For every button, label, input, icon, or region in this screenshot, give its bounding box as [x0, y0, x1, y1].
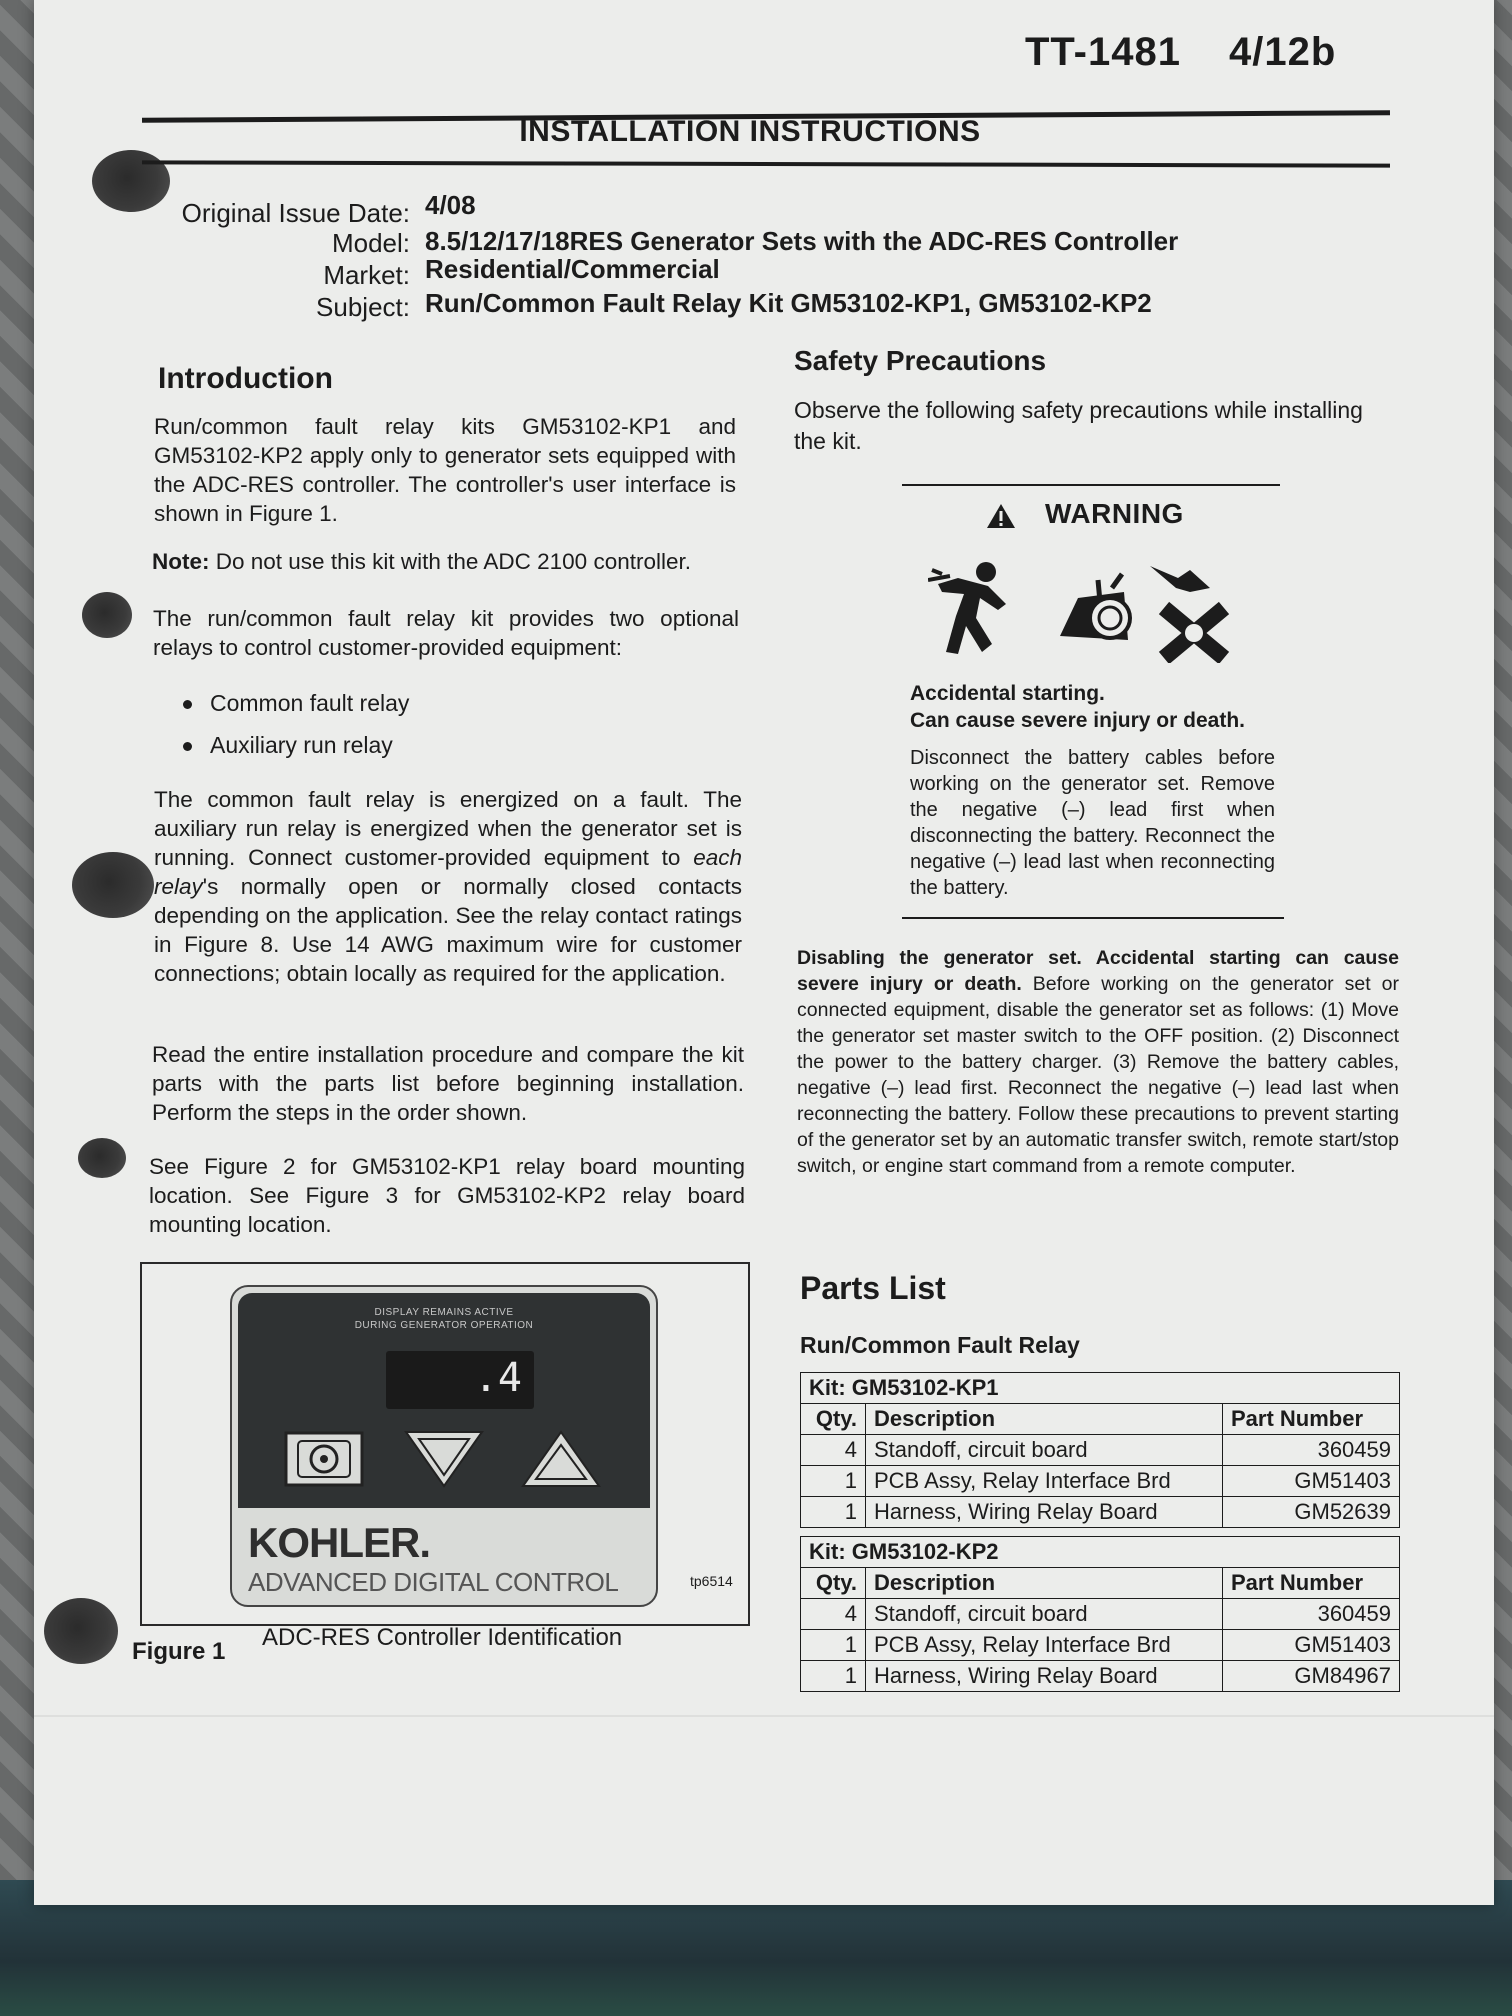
warning-rule-bottom: [902, 917, 1284, 919]
kit-label: Kit: GM53102-KP2: [801, 1537, 1400, 1568]
warning-body: Disconnect the battery cables before working on the generator set. Remove the negative (–) lead first when disconnecting the battery. Reconnect the negative (–) lead last when reconnecting the battery.: [910, 747, 1275, 899]
lcd-display: [386, 1351, 534, 1409]
column-header-part-number: Part Number: [1223, 1404, 1400, 1435]
table-row: 1 Harness, Wiring Relay Board GM52639: [801, 1497, 1400, 1528]
lcd-readout: .4: [473, 1355, 522, 1401]
column-header-part-number: Part Number: [1223, 1568, 1400, 1599]
relay-bullet-list: [183, 682, 409, 766]
select-button-icon: [284, 1431, 364, 1487]
punch-hole: [78, 1138, 126, 1178]
parts-table-kit1: [800, 1372, 1400, 1528]
parts-list-subheading: Run/Common Fault Relay: [800, 1332, 1080, 1358]
safety-intro: Observe the following safety precautions while installing the kit.: [794, 397, 1363, 454]
table-row: 1 PCB Assy, Relay Interface Brd GM51403: [801, 1630, 1400, 1661]
parts-table-kit2: [800, 1536, 1400, 1692]
accidental-starting-hazard-icon: [928, 558, 1233, 663]
safety-heading: Safety Precautions: [794, 345, 1047, 376]
note-text: Do not use this kit with the ADC 2100 controller.: [209, 549, 691, 574]
kohler-logo: KOHLER.: [248, 1519, 430, 1566]
kit-label: Kit: GM53102-KP1: [801, 1373, 1400, 1404]
relay-kit-paragraph: The run/common fault relay kit provides two optional relays to control customer-provided equipment:: [153, 606, 739, 660]
column-header-qty: Qty.: [801, 1404, 866, 1435]
punch-hole: [44, 1598, 118, 1664]
figure-reference-paragraph: See Figure 2 for GM53102-KP1 relay board mounting location. See Figure 3 for GM53102-KP2 relay board mounting location.: [149, 1154, 745, 1237]
warning-headline: Accidental starting. Can cause severe injury or death.: [910, 682, 1245, 732]
column-header-description: Description: [866, 1568, 1223, 1599]
list-item: Auxiliary run relay: [183, 724, 409, 766]
adc-res-controller-image: [230, 1285, 658, 1607]
model-value: 8.5/12/17/18RES Generator Sets with the ADC-RES Controller: [425, 226, 1179, 256]
intro-paragraph: Run/common fault relay kits GM53102-KP1 and GM53102-KP2 apply only to generator sets equipped with the ADC-RES controller. The controller's user interface is shown in Figure 1.: [154, 414, 736, 526]
table-row: 1 PCB Assy, Relay Interface Brd GM51403: [801, 1466, 1400, 1497]
intro-note: [152, 547, 752, 576]
paper-fold: [34, 1715, 1494, 1717]
warning-triangle-icon: [985, 502, 1017, 530]
column-header-description: Description: [866, 1404, 1223, 1435]
controller-display-panel: [238, 1293, 650, 1508]
down-arrow-button-icon: [403, 1429, 485, 1489]
issue-date-label: Original Issue Date:: [181, 198, 410, 228]
parts-list-heading: Parts List: [800, 1270, 946, 1306]
relay-operation-paragraph: The common fault relay is energized on a fault. The auxiliary run relay is energized when the generator set is running. Connect customer-provided equipment to each relay's normally open or normally closed contacts depending on the application. See the relay contact ratings in Figure 8. Use 14 AWG maximum wire for customer connections; obtain locally as required for the application.: [154, 787, 742, 986]
figure-1-caption: ADC-RES Controller Identification: [262, 1624, 623, 1651]
up-arrow-button-icon: [520, 1429, 602, 1489]
table-row: 4 Standoff, circuit board 360459: [801, 1599, 1400, 1630]
procedure-paragraph: Read the entire installation procedure and compare the kit parts with the parts list before beginning installation. Perform the steps in the order shown.: [152, 1042, 744, 1125]
subject-value: Run/Common Fault Relay Kit GM53102-KP1, GM53102-KP2: [425, 288, 1152, 318]
figure-tp-number: tp6514: [690, 1573, 733, 1589]
punch-hole: [72, 852, 154, 918]
subject-label: Subject:: [316, 292, 410, 322]
warning-title: WARNING: [1045, 498, 1184, 529]
market-label: Market:: [323, 260, 410, 290]
display-note: DISPLAY REMAINS ACTIVE: [374, 1307, 514, 1318]
advanced-digital-control-label: ADVANCED DIGITAL CONTROL: [248, 1567, 619, 1597]
punch-hole: [82, 592, 132, 638]
column-header-qty: Qty.: [801, 1568, 866, 1599]
document-number: TT-1481 4/12b: [1025, 30, 1337, 74]
market-value: Residential/Commercial: [425, 254, 720, 284]
note-label: Note:: [152, 549, 210, 574]
table-row: 1 Harness, Wiring Relay Board GM84967: [801, 1661, 1400, 1692]
table-row: 4 Standoff, circuit board 360459: [801, 1435, 1400, 1466]
disabling-generator-paragraph: Disabling the generator set. Accidental starting can cause severe injury or death. Before working on the generator set or connected equipment, disable the generator set as follows: (1) Move the generator set master switch to the OFF position. (2) Disconnect the power to the battery charger. (3) Remove the battery cables, negative (–) lead first. Reconnect the negative (–) lead last when reconnecting the battery. Follow these precautions to prevent starting of the generator set by an automatic transfer switch, remote start/stop switch, or engine start command from a remote computer.: [797, 947, 1399, 1177]
warning-rule-top: [902, 484, 1280, 486]
display-note: DURING GENERATOR OPERATION: [354, 1320, 534, 1331]
list-item: Common fault relay: [183, 682, 409, 724]
issue-date-value: 4/08: [425, 190, 476, 220]
introduction-heading: Introduction: [158, 362, 333, 395]
figure-1-label: Figure 1: [132, 1638, 226, 1665]
page-title: INSTALLATION INSTRUCTIONS: [519, 115, 981, 148]
model-label: Model:: [331, 228, 410, 258]
